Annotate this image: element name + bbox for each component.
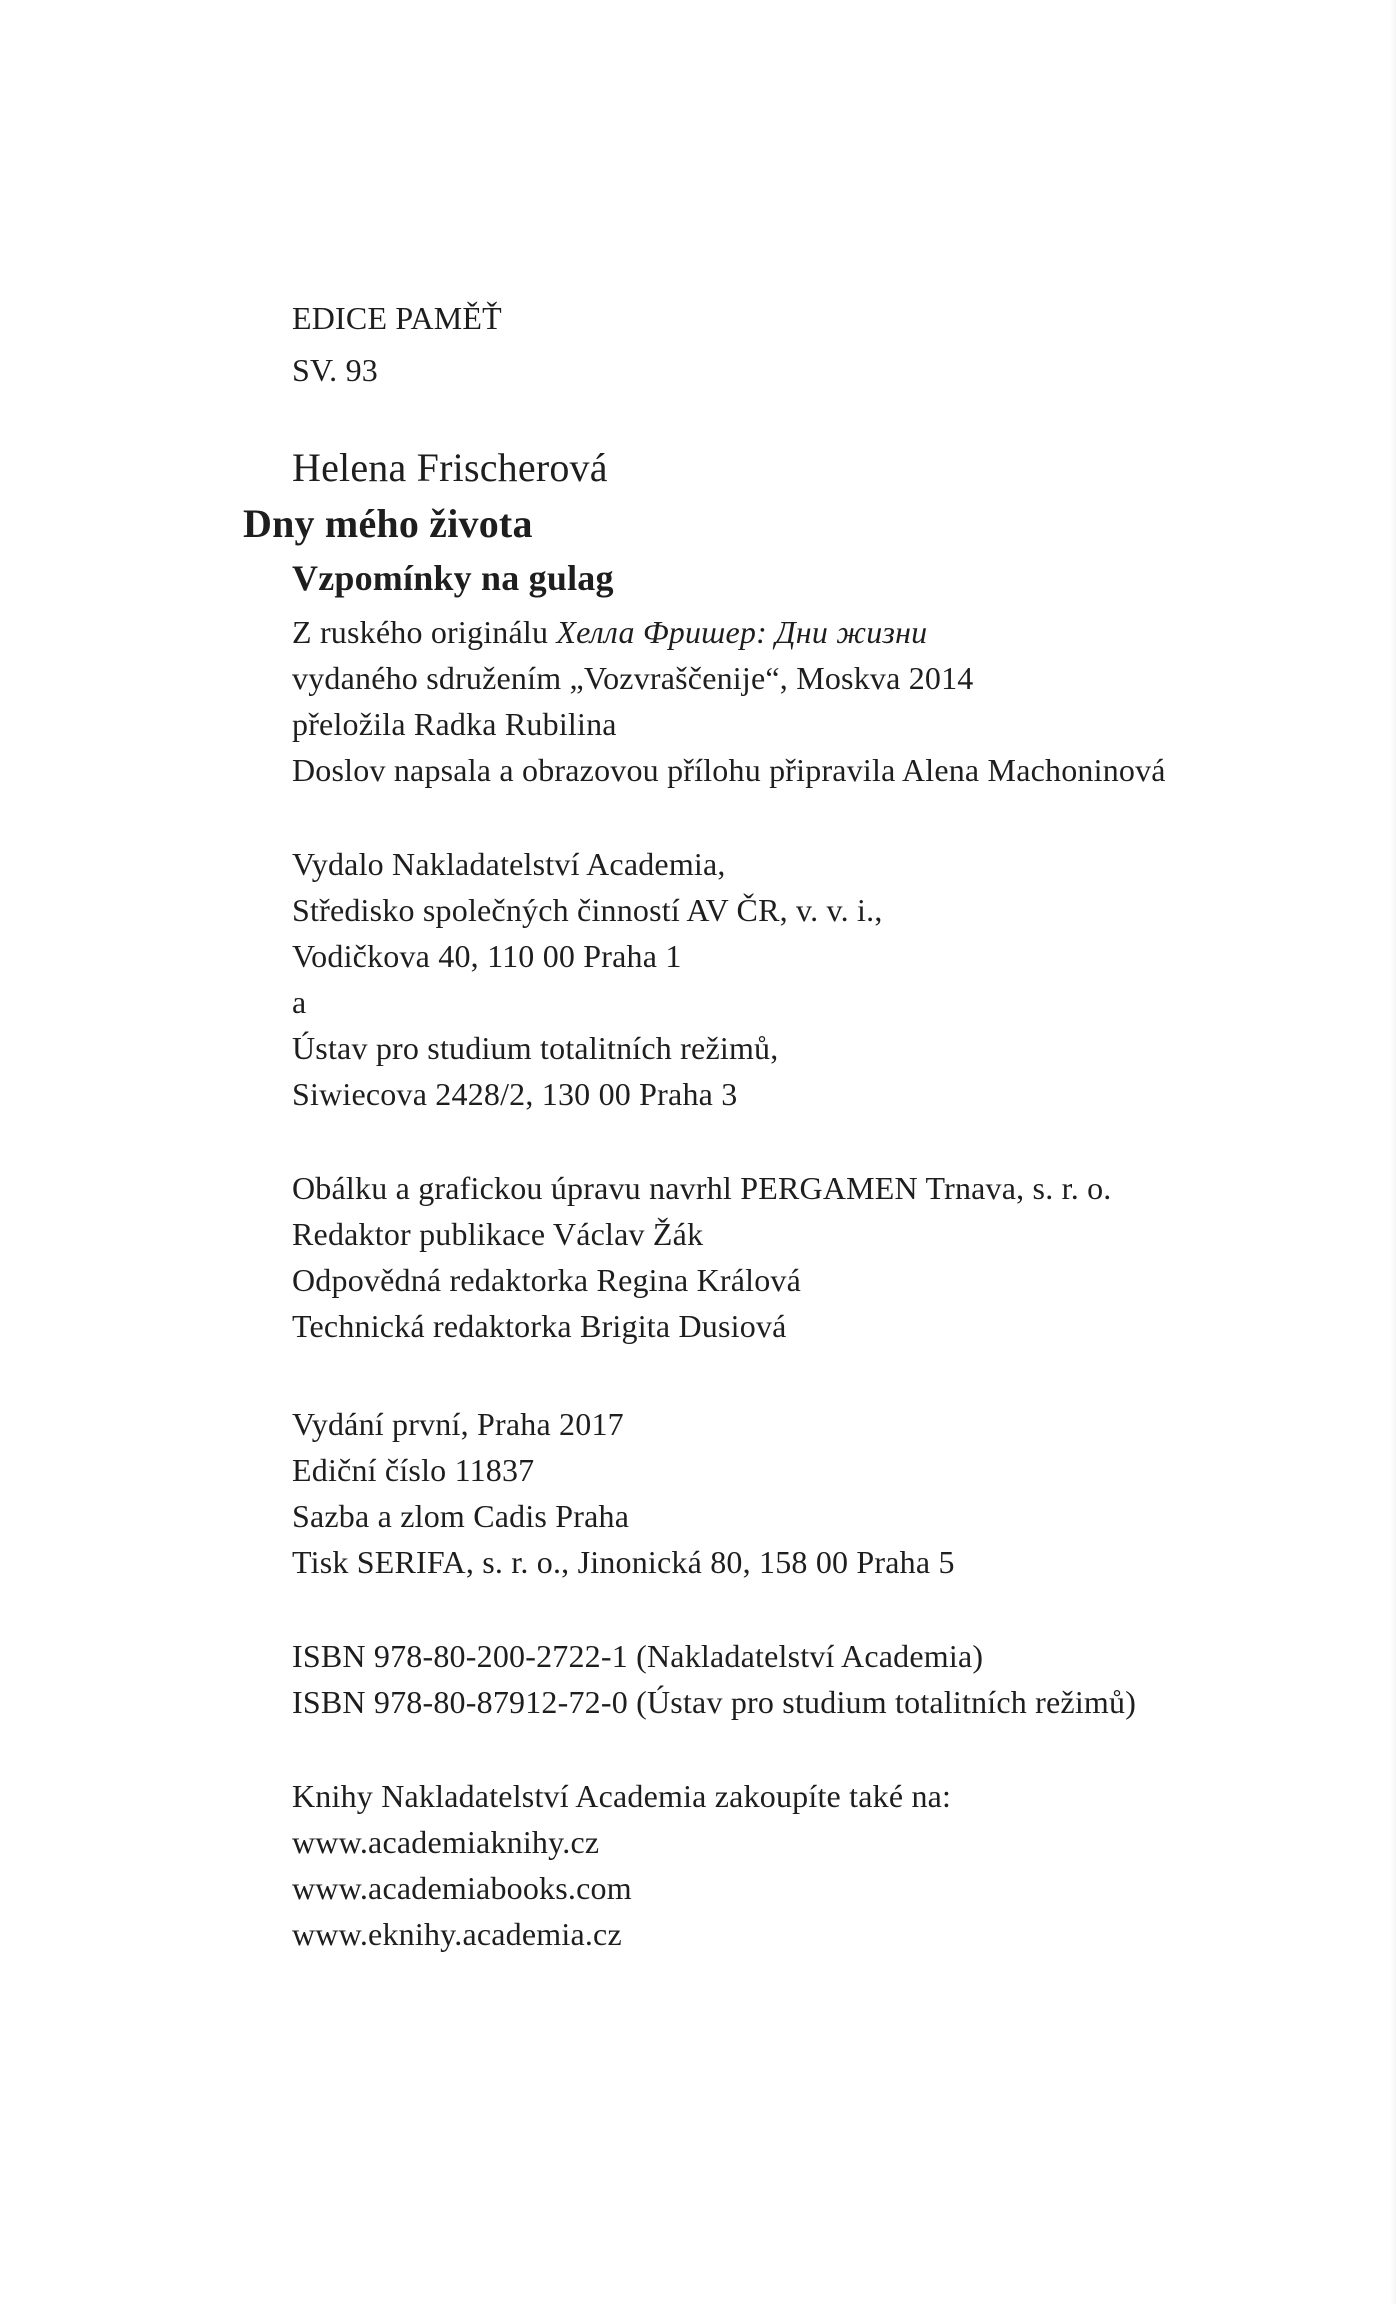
publisher-line-3: Vodičkova 40, 110 00 Praha 1 xyxy=(292,938,682,974)
isbn-ustr: ISBN 978-80-87912-72-0 (Ústav pro studium totalitních režimů) xyxy=(292,1684,1137,1720)
isbn-academia: ISBN 978-80-200-2722-1 (Nakladatelství Academia) xyxy=(292,1638,984,1674)
afterword-credit: Doslov napsala a obrazovou přílohu připravila Alena Machoninová xyxy=(292,752,1166,788)
book-subtitle: Vzpomínky na gulag xyxy=(292,558,614,598)
publisher-line-1: Vydalo Nakladatelství Academia, xyxy=(292,846,726,882)
design-credit: Obálku a grafickou úpravu navrhl PERGAMEN Trnava, s. r. o. xyxy=(292,1170,1112,1206)
original-title: Хелла Фришер: Дни жизни xyxy=(556,614,928,650)
shop-url-1: www.academiaknihy.cz xyxy=(292,1824,600,1860)
original-publisher: vydaného sdružením „Vozvraščenije“, Moskva 2014 xyxy=(292,660,974,696)
original-prefix: Z ruského originálu xyxy=(292,614,557,650)
shop-url-3: www.eknihy.academia.cz xyxy=(292,1916,622,1952)
edition-number: Ediční číslo 11837 xyxy=(292,1452,535,1488)
series-name: EDICE PAMĚŤ xyxy=(292,300,502,336)
publisher-line-2: Středisko společných činností AV ČR, v. v. i., xyxy=(292,892,883,928)
shop-intro: Knihy Nakladatelství Academia zakoupíte také na: xyxy=(292,1778,952,1814)
page-edge-shadow xyxy=(1390,0,1396,2304)
editor-credit: Redaktor publikace Václav Žák xyxy=(292,1216,704,1252)
translator-credit: přeložila Radka Rubilina xyxy=(292,706,617,742)
original-source-line xyxy=(292,612,927,652)
author-name: Helena Frischerová xyxy=(292,445,608,490)
responsible-editor-credit: Odpovědná redaktorka Regina Králová xyxy=(292,1262,802,1298)
edition-first: Vydání první, Praha 2017 xyxy=(292,1406,624,1442)
series-volume: SV. 93 xyxy=(292,352,378,388)
publisher-line-6: Siwiecova 2428/2, 130 00 Praha 3 xyxy=(292,1076,738,1112)
shop-url-2: www.academiabooks.com xyxy=(292,1870,632,1906)
typesetting-credit: Sazba a zlom Cadis Praha xyxy=(292,1498,630,1534)
publisher-line-5: Ústav pro studium totalitních režimů, xyxy=(292,1030,779,1066)
book-title: Dny mého života xyxy=(243,501,533,546)
print-credit: Tisk SERIFA, s. r. o., Jinonická 80, 158 00 Praha 5 xyxy=(292,1544,955,1580)
technical-editor-credit: Technická redaktorka Brigita Dusiová xyxy=(292,1308,787,1344)
publisher-line-4: a xyxy=(292,984,307,1020)
